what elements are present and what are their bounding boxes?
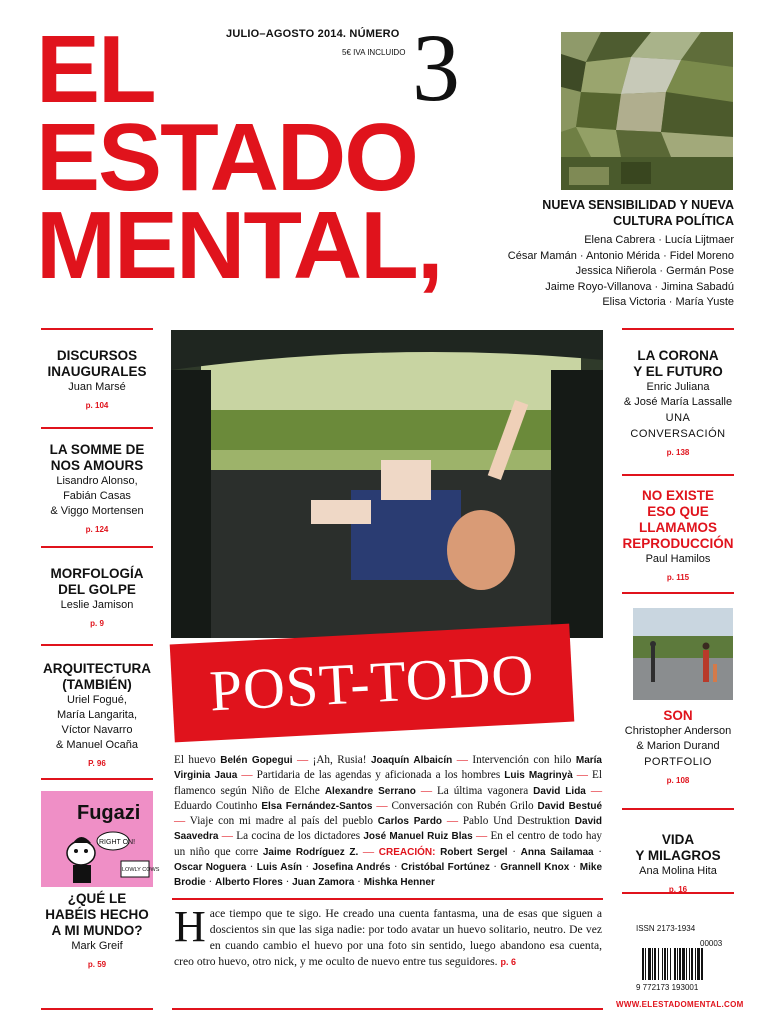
article-entry bbox=[36, 348, 158, 410]
contents-author: Jaime Rodríguez Z. bbox=[262, 846, 359, 858]
contents-title: El flamenco según Niño de Elche bbox=[174, 769, 602, 797]
contents-title: ¡Ah, Rusia! bbox=[312, 754, 371, 766]
contents-author: Carlos Pardo bbox=[377, 816, 443, 828]
issue-date: JULIO–AGOSTO 2014. NÚMERO bbox=[226, 28, 400, 40]
article-author: Lisandro Alonso, bbox=[56, 475, 138, 487]
divider bbox=[622, 808, 734, 810]
separator: — bbox=[358, 845, 379, 858]
barcode-addon: 00003 bbox=[700, 939, 723, 948]
page-ref: p. 115 bbox=[666, 573, 690, 582]
contributors-line: Jaime Royo-Villanova · Jimina Sabadú bbox=[545, 280, 734, 293]
article-caption: PORTFOLIO bbox=[644, 756, 712, 768]
barcode-bar bbox=[664, 948, 666, 980]
article-author: Ana Molina Hita bbox=[639, 865, 717, 877]
contents-title: Conversación con Rubén Grilo bbox=[391, 799, 538, 812]
article-author: Christopher Anderson bbox=[624, 725, 732, 737]
article-title: ¿QUÉ LE bbox=[67, 891, 127, 906]
barcode-bar bbox=[677, 948, 678, 980]
divider bbox=[622, 474, 734, 476]
article-author: Mark Greif bbox=[71, 940, 123, 952]
separator: · bbox=[489, 861, 501, 874]
separator: · bbox=[301, 861, 313, 874]
separator: — bbox=[218, 830, 237, 843]
contents-title: Eduardo Coutinho bbox=[174, 799, 262, 812]
contents-author: José Manuel Ruiz Blas bbox=[363, 831, 473, 843]
separator: — bbox=[237, 769, 257, 782]
article-entry bbox=[616, 708, 740, 785]
article-author: & José María Lassalle bbox=[623, 396, 733, 408]
barcode-bar bbox=[670, 948, 671, 980]
article-title: ESO QUE bbox=[647, 504, 709, 519]
article-entry bbox=[616, 488, 740, 582]
barcode-bar bbox=[682, 948, 685, 980]
divider bbox=[172, 898, 603, 900]
creacion-author: Mishka Henner bbox=[363, 877, 435, 889]
divider bbox=[41, 644, 153, 646]
article-entry bbox=[36, 891, 158, 969]
page-ref: p. 6 bbox=[500, 957, 516, 967]
article-title: REPRODUCCIÓN bbox=[622, 536, 734, 551]
article-title: Y MILAGROS bbox=[635, 848, 721, 863]
contents-title: La cocina de los dictadores bbox=[236, 830, 364, 843]
barcode-digits: 9 772173 193001 bbox=[636, 983, 699, 992]
page-ref: p. 124 bbox=[85, 525, 109, 534]
contents-author: María Virginia Jaua bbox=[174, 755, 602, 782]
separator: — bbox=[452, 754, 473, 766]
creacion-author: Josefina Andrés bbox=[312, 862, 391, 874]
article-author: Uriel Fogué, bbox=[67, 694, 127, 706]
contents-author: Luis Magrinyà bbox=[504, 770, 573, 782]
article-title: SON bbox=[663, 708, 693, 723]
article-author: Fabián Casas bbox=[63, 490, 131, 502]
article-author: & Marion Durand bbox=[636, 740, 720, 752]
article-entry bbox=[36, 661, 158, 768]
contents-author: Elsa Fernández-Santos bbox=[261, 800, 373, 812]
article-title: DISCURSOS bbox=[56, 348, 138, 363]
barcode-bar bbox=[689, 948, 690, 980]
creacion-author: Mike Brodie bbox=[174, 862, 603, 889]
barcode-bar bbox=[697, 948, 700, 980]
page-ref: p. 59 bbox=[87, 960, 107, 969]
article-entry bbox=[616, 832, 740, 894]
contributors-line: César Mamán · Antonio Mérida · Fidel Moreno bbox=[507, 249, 734, 262]
lead-paragraph bbox=[174, 902, 602, 970]
article-caption: CONVERSACIÓN bbox=[630, 428, 726, 440]
website: WWW.ELESTADOMENTAL.COM bbox=[616, 1000, 744, 1009]
contents-author: David Saavedra bbox=[174, 816, 603, 843]
article-title: MORFOLOGÍA bbox=[50, 566, 144, 581]
separator: · bbox=[569, 861, 580, 874]
masthead bbox=[36, 16, 442, 299]
barcode-bar bbox=[667, 948, 668, 980]
separator: — bbox=[472, 830, 491, 843]
contents-author: Belén Gopegui bbox=[220, 755, 293, 766]
contributors-line: Jessica Niñerola · Germán Pose bbox=[575, 265, 734, 277]
contents-title: Intervención con hilo bbox=[472, 754, 576, 766]
separator: — bbox=[372, 799, 392, 812]
mosaic-image bbox=[561, 32, 733, 190]
article-title: DEL GOLPE bbox=[58, 582, 136, 597]
barcode-bar bbox=[695, 948, 696, 980]
separator: · bbox=[205, 876, 215, 889]
divider bbox=[41, 328, 153, 330]
barcode-bar bbox=[674, 948, 676, 980]
article-title: Y EL FUTURO bbox=[633, 364, 723, 379]
contents-title: La última vagonera bbox=[436, 784, 534, 797]
creacion-author: Cristóbal Fortúnez bbox=[400, 862, 490, 874]
barcode-bar bbox=[679, 948, 681, 980]
divider bbox=[41, 778, 153, 780]
article-author: & Manuel Ocaña bbox=[56, 739, 138, 751]
issue-price: 5€ IVA INCLUIDO bbox=[342, 48, 406, 57]
contributors-line: Elena Cabrera · Lucía Lijtmaer bbox=[584, 234, 734, 246]
article-title: NO EXISTE bbox=[641, 488, 714, 503]
separator: — bbox=[174, 815, 190, 828]
page-ref: p. 108 bbox=[666, 776, 690, 785]
article-author: Leslie Jamison bbox=[60, 599, 134, 611]
article-entry bbox=[36, 442, 158, 534]
issn: ISSN 2173-1934 bbox=[636, 924, 696, 933]
contents-author: Alexandre Serrano bbox=[324, 785, 416, 797]
creacion-author: Grannell Knox bbox=[500, 862, 570, 874]
separator: · bbox=[507, 845, 521, 858]
creacion-author: Luis Asín bbox=[256, 862, 302, 874]
article-entry bbox=[616, 348, 740, 457]
barcode-bar bbox=[686, 948, 687, 980]
article-entry bbox=[36, 566, 158, 628]
fugazi-sign: LOWLY COWS bbox=[122, 867, 160, 873]
barcode-bar bbox=[652, 948, 653, 980]
article-author: Enric Juliana bbox=[646, 381, 710, 393]
barcode-bar bbox=[701, 948, 703, 980]
creacion-author: Anna Sailamaa bbox=[520, 846, 594, 858]
contributors-line: Elisa Victoria · María Yuste bbox=[602, 296, 734, 308]
separator: — bbox=[585, 784, 602, 797]
barcode-bar bbox=[642, 948, 644, 980]
divider bbox=[41, 427, 153, 429]
barcode bbox=[636, 934, 732, 992]
contents-title: Partidaria de las agendas y aficionada a los hombres bbox=[256, 769, 505, 782]
article-author: Juan Marsé bbox=[68, 381, 126, 393]
creacion-author: Juan Zamora bbox=[292, 877, 355, 889]
barcode-bar bbox=[662, 948, 663, 980]
contents-title: En el centro de todo hay un niño que corre bbox=[174, 830, 603, 858]
creacion-author: Oscar Noguera bbox=[174, 862, 247, 874]
drop-cap: H bbox=[174, 902, 206, 951]
separator: — bbox=[572, 769, 593, 782]
fugazi-speech-bubble: RIGHT ON! bbox=[99, 839, 136, 846]
page-ref: p. 9 bbox=[90, 619, 104, 628]
contents-title: Pablo Und Destruktion bbox=[462, 815, 575, 828]
article-title: VIDA bbox=[661, 832, 695, 847]
article-title: HABÉIS HECHO bbox=[45, 907, 149, 922]
page-ref: p. 104 bbox=[85, 401, 109, 410]
separator: — bbox=[415, 784, 437, 797]
contents-title: Viaje con mi madre al país del pueblo bbox=[189, 815, 378, 828]
article-title: LLAMAMOS bbox=[639, 520, 717, 535]
separator: · bbox=[593, 845, 603, 858]
article-caption: UNA bbox=[665, 412, 691, 424]
contents-author: David Lida bbox=[533, 785, 586, 797]
article-title: INAUGURALES bbox=[47, 364, 147, 379]
separator: — bbox=[292, 754, 313, 766]
divider bbox=[622, 592, 734, 594]
fugazi-illustration bbox=[41, 791, 160, 887]
contributors bbox=[440, 233, 734, 311]
divider bbox=[41, 1008, 153, 1010]
barcode-bar bbox=[648, 948, 651, 980]
divider bbox=[622, 328, 734, 330]
divider bbox=[172, 1008, 603, 1010]
article-author: & Viggo Mortensen bbox=[50, 505, 144, 517]
article-title: (TAMBIÉN) bbox=[62, 677, 132, 692]
contents-author: Joaquín Albaicín bbox=[370, 755, 453, 766]
article-title: LA SOMME DE bbox=[49, 442, 145, 457]
article-title: NOS AMOURS bbox=[50, 458, 144, 473]
barcode-bar bbox=[645, 948, 646, 980]
divider bbox=[41, 546, 153, 548]
article-author: María Langarita, bbox=[56, 709, 138, 721]
article-author: Víctor Navarro bbox=[61, 724, 133, 736]
barcode-bar bbox=[654, 948, 656, 980]
contents-list bbox=[174, 753, 602, 891]
page-ref: p. 16 bbox=[668, 885, 688, 894]
separator: — bbox=[442, 815, 463, 828]
masthead-line: ESTADO bbox=[36, 104, 417, 211]
barcode-bar bbox=[691, 948, 693, 980]
creacion-author: Alberto Flores bbox=[215, 877, 283, 889]
contents-title: El huevo bbox=[174, 754, 221, 766]
contents-author: David Bestué bbox=[537, 800, 602, 812]
tagline: NUEVA SENSIBILIDAD Y NUEVA CULTURA POLÍTICA bbox=[542, 198, 734, 228]
masthead-line: MENTAL, bbox=[36, 192, 442, 299]
fugazi-band-name: Fugazi bbox=[77, 802, 141, 824]
creacion-label: CREACIÓN: bbox=[378, 846, 436, 858]
lead-text: ace tiempo que te sigo. He creado una cuenta fantasma, una de esas que siguen a doscientos sin que las siga nadie: por todo avatar un huevo solitario, neutro. De vez en cuando cambio el huevo por una foto sin sentido, luego abandono esa cuenta, creo otro huevo, otro nick, y me oculto de nuevo entre tus seguidores. bbox=[174, 907, 602, 968]
page-ref: P. 96 bbox=[88, 759, 106, 768]
cover-photo bbox=[171, 330, 603, 638]
article-author: Paul Hamilos bbox=[645, 553, 711, 565]
issue-number: 3 bbox=[412, 14, 460, 121]
article-title: LA CORONA bbox=[637, 348, 719, 363]
separator: · bbox=[282, 876, 293, 889]
page-ref: p. 138 bbox=[666, 448, 690, 457]
portfolio-photo bbox=[633, 608, 733, 700]
article-title: ARQUITECTURA bbox=[43, 661, 151, 676]
barcode-bar bbox=[658, 948, 659, 980]
separator: · bbox=[246, 861, 257, 874]
separator: · bbox=[390, 861, 401, 874]
masthead-line: EL bbox=[36, 16, 155, 123]
cover-headline-stamp: POST-TODO bbox=[170, 624, 575, 743]
creacion-author: Robert Sergel bbox=[440, 846, 508, 858]
article-title: A MI MUNDO? bbox=[51, 923, 143, 938]
separator: · bbox=[354, 876, 364, 889]
